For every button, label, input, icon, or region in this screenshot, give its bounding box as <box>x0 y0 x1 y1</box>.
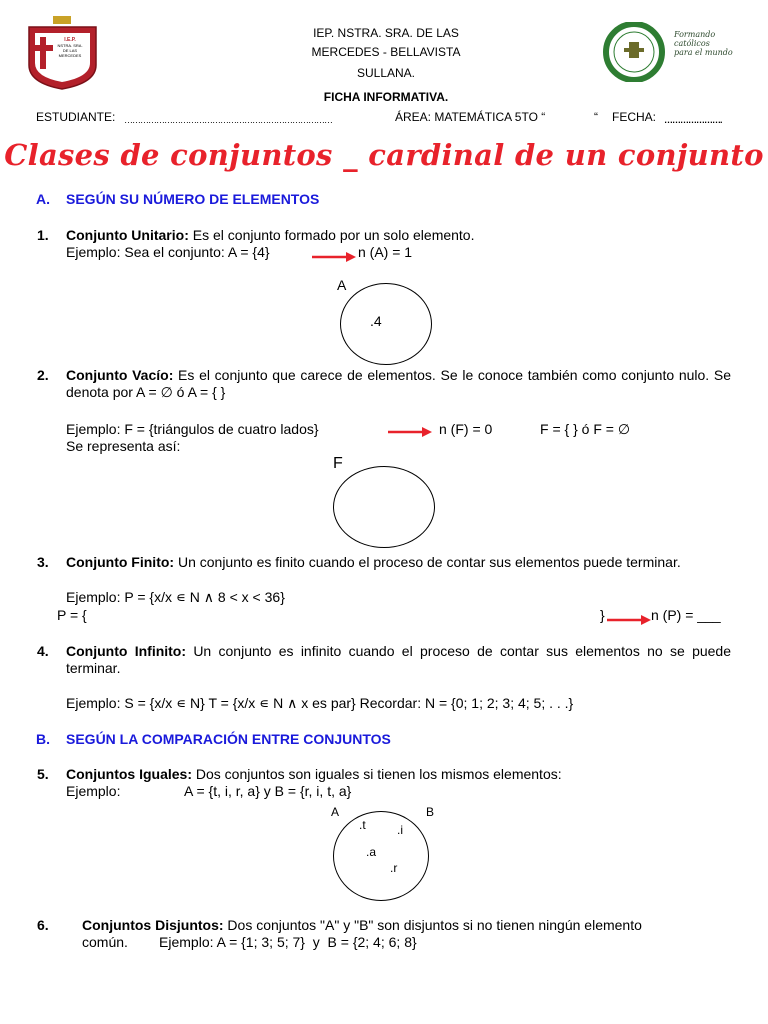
school-name-line2: MERCEDES - BELLAVISTA <box>311 45 461 59</box>
item3-set-close: } <box>600 607 605 623</box>
set-element: .i <box>397 823 403 837</box>
item2-text: Es el conjunto que carece de elementos. Se le conoce también como conjunto nulo. Se denota por A = ∅ ó A = { } <box>66 367 731 400</box>
area-label: ÁREA: MATEMÁTICA 5TO “ <box>395 110 546 124</box>
school-name-line3: SULLANA. <box>356 66 416 80</box>
crest-line: DE LAS <box>62 48 78 53</box>
equal-sets-diagram <box>333 811 429 901</box>
item2-definition <box>66 367 731 401</box>
item3-set-open: P = { <box>57 607 87 623</box>
date-field[interactable]: …………………. <box>664 115 722 125</box>
item5-term: Conjuntos Iguales: <box>66 766 192 782</box>
item2-term: Conjunto Vacío: <box>66 367 174 383</box>
item3-arrow-icon <box>607 615 651 625</box>
crest-line: NSTRA. SRA. <box>57 43 83 48</box>
archdiocese-logo <box>602 22 670 82</box>
student-name-field[interactable]: …………………………………………………………………… <box>124 115 332 125</box>
diagram-label-a: A <box>331 805 340 819</box>
item6-term: Conjuntos Disjuntos: <box>82 917 224 933</box>
item3-term: Conjunto Finito: <box>66 554 175 570</box>
item3-example: Ejemplo: P = {x/x ∊ N ∧ 8 < x < 36} <box>66 589 285 605</box>
set-element: .a <box>366 845 377 859</box>
item3-definition <box>66 554 731 571</box>
empty-set-diagram <box>333 466 435 548</box>
diagram-f-label: F <box>333 455 343 472</box>
item6-number: 6. <box>37 917 49 933</box>
item2-result: n (F) = 0 <box>439 421 493 437</box>
section-b-letter: B. <box>36 731 50 747</box>
item6-text: Dos conjuntos "A" y "B" son disjuntos si no tienen ningún elemento <box>223 917 642 933</box>
item2-alt: F = { } ó F = ∅ <box>540 421 631 437</box>
school-name-line1: IEP. NSTRA. SRA. DE LAS <box>313 26 459 40</box>
motto-line: católicos <box>674 39 710 48</box>
item1-number: 1. <box>37 227 49 243</box>
logo-motto <box>674 30 733 57</box>
set-element: .t <box>359 818 366 832</box>
set-element: .r <box>390 861 398 875</box>
item4-number: 4. <box>37 643 49 659</box>
item5-definition <box>66 766 562 782</box>
item3-result: n (P) = ___ <box>651 607 721 623</box>
item3-text: Un conjunto es finito cuando el proceso de contar sus elementos puede terminar. <box>174 554 681 570</box>
item4-text: Un conjunto es infinito cuando el proceso de contar sus elementos no se puede terminar. <box>66 643 731 676</box>
crest-line: I.E.P. <box>64 37 76 43</box>
page-title: Clases de conjuntos _ cardinal de un conjunto <box>4 138 764 172</box>
item1-text: Es el conjunto formado por un solo elemento. <box>188 227 475 243</box>
crest-line: MERCEDES <box>58 53 82 58</box>
set-a-diagram <box>340 283 432 365</box>
item2-example: Ejemplo: F = {triángulos de cuatro lados} <box>66 421 319 437</box>
item2-represent: Se representa así: <box>66 438 181 454</box>
set-a-element: .4 <box>370 313 382 329</box>
item5-number: 5. <box>37 766 49 782</box>
item1-term: Conjunto Unitario: <box>66 227 189 243</box>
item4-example: Ejemplo: S = {x/x ∊ N} T = {x/x ∊ N ∧ x es par} Recordar: N = {0; 1; 2; 3; 4; 5; . . .} <box>66 695 574 711</box>
item4-definition <box>66 643 731 677</box>
diagram-a-label: A <box>337 277 347 293</box>
item2-arrow-icon <box>388 427 432 437</box>
item1-definition <box>66 227 475 243</box>
date-label: FECHA: <box>612 110 657 124</box>
diagram-label-b: B <box>426 805 435 819</box>
crest-text <box>50 38 90 69</box>
item5-text: Dos conjuntos son iguales si tienen los mismos elementos: <box>192 766 562 782</box>
section-a-letter: A. <box>36 191 50 207</box>
item3-number: 3. <box>37 554 49 570</box>
doc-type: FICHA INFORMATIVA. <box>323 90 449 104</box>
item1-result: n (A) = 1 <box>358 244 413 260</box>
item2-number: 2. <box>37 367 49 383</box>
item6-definition <box>82 917 642 933</box>
section-b-title: SEGÚN LA COMPARACIÓN ENTRE CONJUNTOS <box>66 731 391 747</box>
item1-arrow-icon <box>312 252 356 262</box>
crest-line: BELLAVISTA <box>58 64 82 69</box>
item5-example-label: Ejemplo: <box>66 783 121 799</box>
motto-line: para el mundo <box>674 48 733 57</box>
student-label: ESTUDIANTE: <box>36 110 116 124</box>
motto-line: Formando <box>674 30 716 39</box>
item5-example: A = {t, i, r, a} y B = {r, i, t, a} <box>184 783 352 799</box>
quote-close: “ <box>594 110 598 124</box>
item1-example: Ejemplo: Sea el conjunto: A = {4} <box>66 244 270 260</box>
item4-term: Conjunto Infinito: <box>66 643 187 659</box>
item6-example: común. Ejemplo: A = {1; 3; 5; 7} y B = {2; 4; 6; 8} <box>82 934 417 950</box>
section-a-title: SEGÚN SU NÚMERO DE ELEMENTOS <box>66 191 320 207</box>
